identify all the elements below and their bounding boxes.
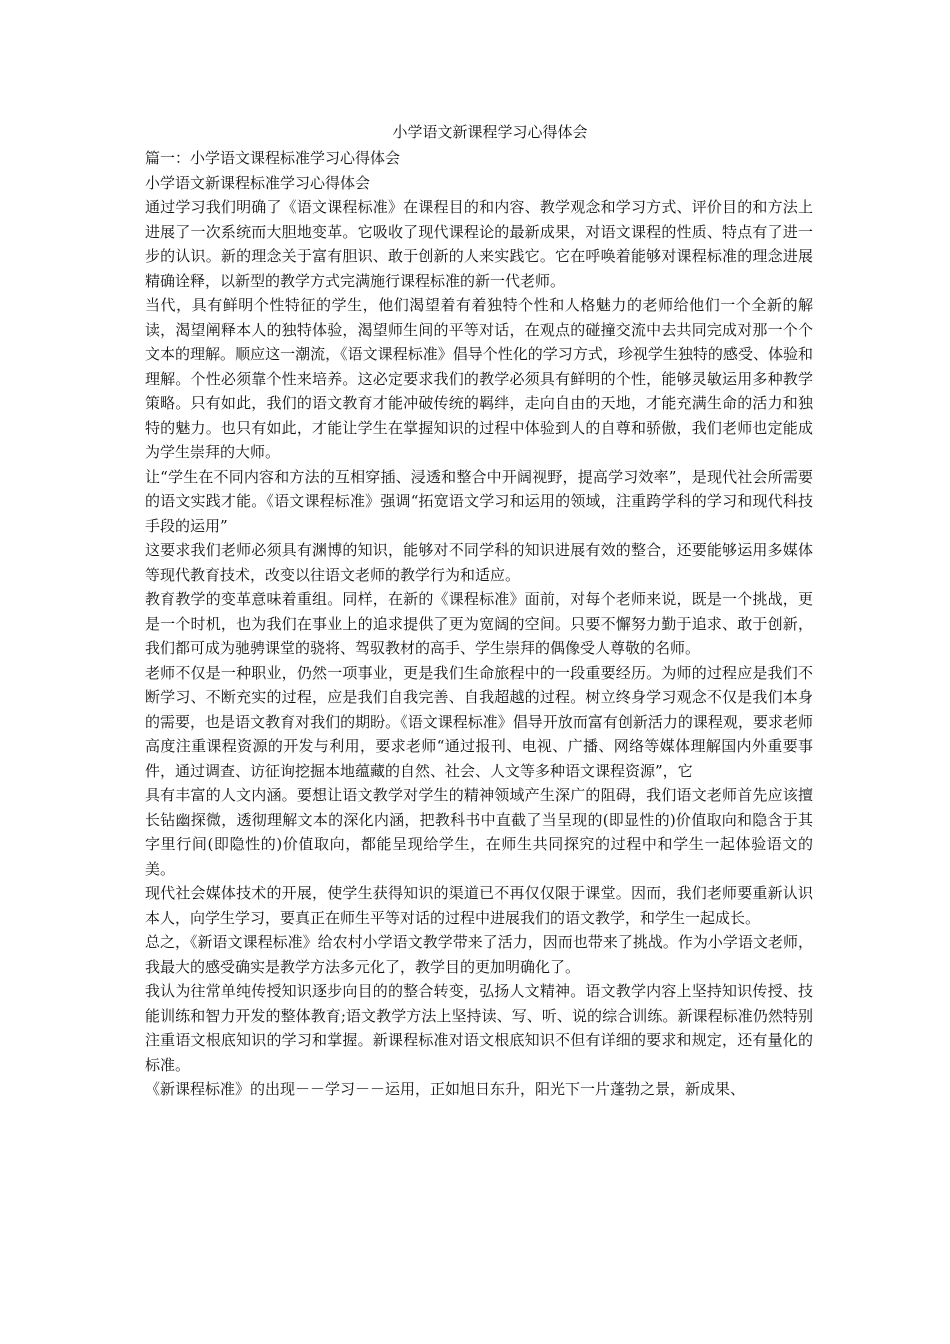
paragraph: 总之，《新语文课程标准》给农村小学语文教学带来了活力，因而也带来了挑战。作为小学语文老师，我最大的感受确实是教学方法多元化了，教学目的更加明确化了。	[145, 933, 813, 976]
document-title: 小学语文新课程学习心得体会	[392, 123, 588, 141]
paragraph: 我认为往常单纯传授知识逐步向目的的整合转变，弘扬人文精神。语文教学内容上坚持知识传授、技能训练和智力开发的整体教育;语文教学方法上坚持读、写、听、说的综合训练。新课程标准仍然特别注重语文根底知识的学习和掌握。新课程标准对语文根底知识不但有详细的要求和规定，还有量化的标准。	[145, 982, 813, 1074]
sub-heading: 小学语文新课程标准学习心得体会	[145, 173, 371, 192]
paragraph: 老师不仅是一种职业，仍然一项事业，更是我们生命旅程中的一段重要经历。为师的过程应是我们不断学习、不断充实的过程，应是我们自我完善、自我超越的过程。树立终身学习观念不仅是我们本身的需要，也是语文教育对我们的期盼。《语文课程标准》倡导开放而富有创新活力的课程观，要求老师高度注重课程资源的开发与利用，要求老师“通过报刊、电视、广播、网络等媒体理解国内外重要事件，通过调查、访征询挖掘本地蕴藏的自然、社会、人文等多种语文课程资源”，它	[145, 663, 813, 780]
paragraph: 教育教学的变革意味着重组。同样，在新的《课程标准》面前，对每个老师来说，既是一个挑战，更是一个时机，也为我们在事业上的追求提供了更为宽阔的空间。只要不懈努力勤于追求、敢于创新，我们都可成为驰骋课堂的骁将、驾驭教材的高手、学生崇拜的偶像受人尊敬的名师。	[145, 590, 813, 657]
section-heading: 篇一：小学语文课程标准学习心得体会	[145, 149, 401, 167]
paragraph: 当代，具有鲜明个性特征的学生，他们渴望着有着独特个性和人格魅力的老师给他们一个全新的解读，渴望阐释本人的独特体验，渴望师生间的平等对话，在观点的碰撞交流中去共同完成对那一个个文本的理解。顺应这一潮流，《语文课程标准》倡导个性化的学习方式，珍视学生独特的感受、体验和理解。个性必须靠个性来培养。这必定要求我们的教学必须具有鲜明的个性，能够灵敏运用多种教学策略。只有如此，我们的语文教育才能冲破传统的羁绊，走向自由的天地，才能充满生命的活力和独特的魅力。也只有如此，才能让学生在掌握知识的过程中体验到人的自尊和骄傲，我们老师也定能成为学生崇拜的大师。	[145, 296, 813, 461]
paragraph: 让“学生在不同内容和方法的互相穿插、浸透和整合中开阔视野，提高学习效率”，是现代社会所需要的语文实践才能。《语文课程标准》强调“拓宽语文学习和运用的领域，注重跨学科的学习和现代科技手段的运用”	[145, 467, 813, 535]
paragraph: 通过学习我们明确了《语文课程标准》在课程目的和内容、教学观念和学习方式、评价目的和方法上进展了一次系统而大胆地变革。它吸收了现代课程论的最新成果，对语文课程的性质、特点有了进一步的认识。新的理念关于富有胆识、敢于创新的人来实践它。它在呼唤着能够对课程标准的理念进展精确诠释，以新型的教学方式完满施行课程标准的新一代老师。	[145, 198, 813, 290]
paragraph: 现代社会媒体技术的开展，使学生获得知识的渠道已不再仅仅限于课堂。因而，我们老师要重新认识本人，向学生学习，要真正在师生平等对话的过程中进展我们的语文教学，和学生一起成长。	[145, 884, 813, 927]
paragraph: 具有丰富的人文内涵。要想让语文教学对学生的精神领域产生深广的阻碍，我们语文老师首先应该擅长钻幽探微，透彻理解文本的深化内涵，把教科书中直截了当呈现的(即显性的)价值取向和隐含于其字里行间(即隐性的)价值取向，都能呈现给学生，在师生共同探究的过程中和学生一起体验语文的美。	[145, 786, 813, 878]
paragraph: 这要求我们老师必须具有渊博的知识，能够对不同学科的知识进展有效的整合，还要能够运用多媒体等现代教育技术，改变以往语文老师的教学行为和适应。	[145, 541, 813, 584]
paragraph: 《新课程标准》的出现－－学习－－运用，正如旭日东升，阳光下一片蓬勃之景，新成果、	[145, 1080, 746, 1098]
document-body	[145, 146, 813, 1102]
